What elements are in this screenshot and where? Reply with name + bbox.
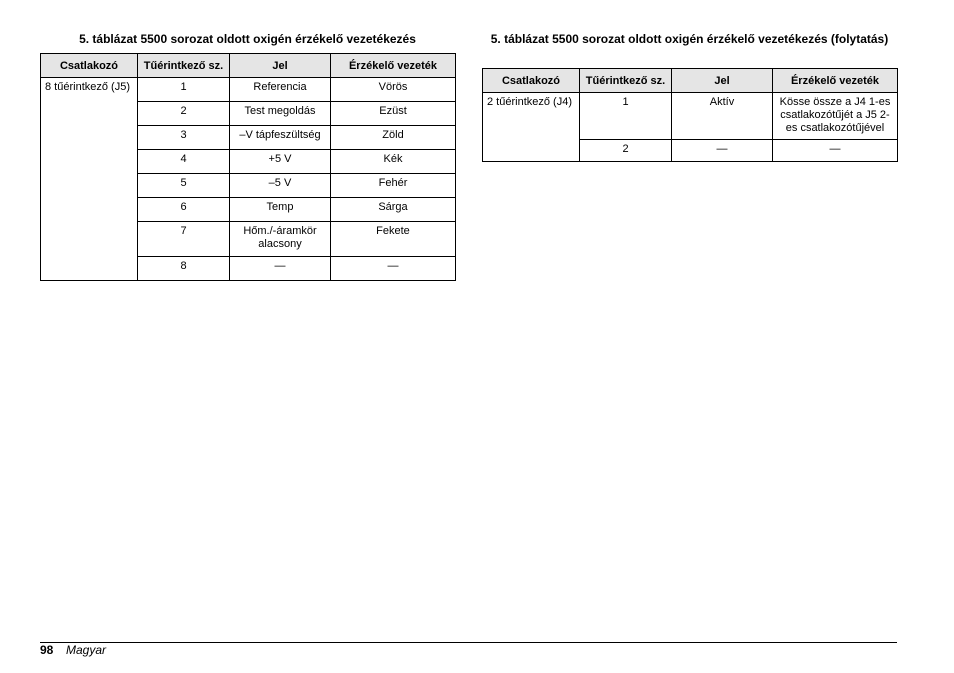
wiring-table-2pin xyxy=(482,68,898,162)
signal-cell: –V tápfeszültség xyxy=(230,126,331,150)
wire-cell: Kösse össze a J4 1-es csatlakozótűjét a J5 2-es csatlakozótűjével xyxy=(773,93,898,140)
wire-cell: Fekete xyxy=(331,222,456,257)
wire-cell: Zöld xyxy=(331,126,456,150)
wire-cell: Fehér xyxy=(331,174,456,198)
signal-cell: Aktív xyxy=(672,93,773,140)
table-row xyxy=(483,93,898,140)
wire-cell: — xyxy=(331,257,456,281)
header-signal: Jel xyxy=(230,54,331,78)
header-connector: Csatlakozó xyxy=(483,69,580,93)
footer-divider xyxy=(40,642,897,643)
signal-cell: — xyxy=(230,257,331,281)
wire-cell: Ezüst xyxy=(331,102,456,126)
pin-cell: 1 xyxy=(138,78,230,102)
signal-cell: –5 V xyxy=(230,174,331,198)
table-header-row xyxy=(41,54,456,78)
table-row xyxy=(41,78,456,102)
header-pin-number: Tűérintkező sz. xyxy=(580,69,672,93)
pin-cell: 6 xyxy=(138,198,230,222)
header-sensor-wire: Érzékelő vezeték xyxy=(331,54,456,78)
pin-cell: 8 xyxy=(138,257,230,281)
table1-caption: 5. táblázat 5500 sorozat oldott oxigén érzékelő vezetékezés xyxy=(79,32,416,46)
table-header-row xyxy=(483,69,898,93)
header-sensor-wire: Érzékelő vezeték xyxy=(773,69,898,93)
signal-cell: Temp xyxy=(230,198,331,222)
pin-cell: 1 xyxy=(580,93,672,140)
signal-cell: Test megoldás xyxy=(230,102,331,126)
wire-cell: Kék xyxy=(331,150,456,174)
table2-caption: 5. táblázat 5500 sorozat oldott oxigén érzékelő vezetékezés (folytatás) xyxy=(490,32,889,46)
wire-cell: — xyxy=(773,140,898,162)
signal-cell: — xyxy=(672,140,773,162)
connector-cell: 2 tűérintkező (J4) xyxy=(483,93,580,162)
header-connector: Csatlakozó xyxy=(41,54,138,78)
header-pin-number: Tűérintkező sz. xyxy=(138,54,230,78)
wire-cell: Sárga xyxy=(331,198,456,222)
signal-cell: Hőm./-áramkör alacsony xyxy=(230,222,331,257)
wiring-table-8pin xyxy=(40,53,456,281)
pin-cell: 3 xyxy=(138,126,230,150)
page-number: 98 xyxy=(40,643,54,657)
footer-language: Magyar xyxy=(66,643,107,657)
connector-cell: 8 tűérintkező (J5) xyxy=(41,78,138,281)
header-signal: Jel xyxy=(672,69,773,93)
pin-cell: 7 xyxy=(138,222,230,257)
pin-cell: 5 xyxy=(138,174,230,198)
signal-cell: Referencia xyxy=(230,78,331,102)
pin-cell: 4 xyxy=(138,150,230,174)
wire-cell: Vörös xyxy=(331,78,456,102)
signal-cell: +5 V xyxy=(230,150,331,174)
pin-cell: 2 xyxy=(138,102,230,126)
pin-cell: 2 xyxy=(580,140,672,162)
